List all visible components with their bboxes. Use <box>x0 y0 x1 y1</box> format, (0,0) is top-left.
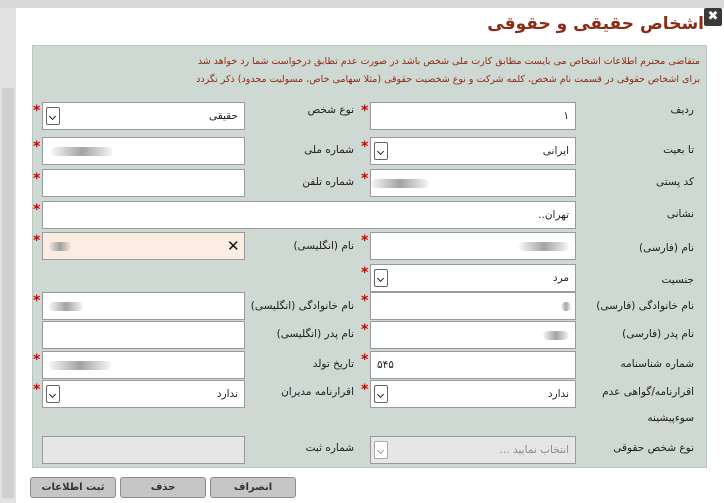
clear-icon[interactable]: ✕ <box>227 237 240 255</box>
person-type-label: نوع شخص <box>307 104 354 116</box>
no-bad-record-label: اقرارنامه/گواهی عدم <box>602 386 694 398</box>
birth-date-field[interactable] <box>42 351 245 379</box>
dialog-title: اشخاص حقیقی و حقوقی <box>487 14 704 34</box>
first-name-fa-label: نام (فارسی) <box>639 242 694 254</box>
required-mark: * <box>361 293 369 309</box>
national-code-field[interactable] <box>42 137 245 165</box>
person-dialog <box>16 8 724 503</box>
notice-line-1: متقاضی محترم اطلاعات اشخاص می بایست مطابق کارت ملی شخص باشد در صورت عدم تطابق درخواست شما رد خواهد شد <box>197 56 700 67</box>
redacted-text <box>51 147 113 156</box>
phone-field[interactable] <box>42 169 245 197</box>
legal-type-label: نوع شخص حقوقی <box>613 442 694 454</box>
managers-decl-value: ندارد <box>216 388 238 400</box>
page-scrollbar[interactable] <box>0 8 16 503</box>
form-panel <box>32 45 707 468</box>
registration-no-label: شماره ثبت <box>305 442 354 454</box>
required-mark: * <box>361 103 369 119</box>
gender-select[interactable] <box>370 264 576 292</box>
nationality-label: تا بعیت <box>663 144 694 156</box>
required-mark: * <box>361 265 369 281</box>
chevron-down-icon <box>374 441 388 459</box>
nationality-select[interactable] <box>370 137 576 165</box>
required-mark: * <box>361 322 369 338</box>
legal-type-select[interactable] <box>370 436 576 464</box>
first-name-en-label: نام (انگلیسی) <box>293 240 354 252</box>
required-mark: * <box>33 382 41 398</box>
redacted-text <box>543 331 569 340</box>
postal-code-field[interactable] <box>370 169 576 197</box>
chevron-down-icon <box>374 142 388 160</box>
required-mark: * <box>33 139 41 155</box>
redacted-text <box>371 179 429 188</box>
no-bad-record-select[interactable] <box>370 380 576 408</box>
person-type-select[interactable] <box>42 102 245 130</box>
radif-label: ردیف <box>670 104 694 116</box>
person-type-value: حقیقی <box>208 110 238 122</box>
required-mark: * <box>361 233 369 249</box>
required-mark: * <box>33 171 41 187</box>
redacted-text <box>49 302 83 311</box>
first-name-en-field[interactable] <box>42 232 245 260</box>
radif-field[interactable]: ۱ <box>370 102 576 130</box>
managers-decl-select[interactable] <box>42 380 245 408</box>
cancel-button[interactable]: انصراف <box>210 477 296 498</box>
required-mark: * <box>361 352 369 368</box>
legal-type-placeholder: انتخاب نمایید ... <box>499 444 569 456</box>
phone-label: شماره تلفن <box>302 176 354 188</box>
father-name-fa-label: نام پدر (فارسی) <box>622 328 694 340</box>
registration-no-field[interactable] <box>42 436 245 464</box>
required-mark: * <box>361 139 369 155</box>
birth-cert-label: شماره شناسنامه <box>620 358 694 370</box>
redacted-text <box>49 242 71 251</box>
last-name-en-label: نام خانوادگی (انگلیسی) <box>250 300 354 312</box>
required-mark: * <box>361 382 369 398</box>
last-name-en-field[interactable] <box>42 292 245 320</box>
birth-cert-field[interactable]: ۵۴۵ <box>370 351 576 379</box>
birth-date-label: تاریخ تولد <box>312 358 354 370</box>
chevron-down-icon <box>46 107 60 125</box>
father-name-en-label: نام پدر (انگلیسی) <box>276 328 354 340</box>
father-name-en-field[interactable] <box>42 321 245 349</box>
nationality-value: ایرانی <box>542 145 569 157</box>
last-name-fa-field[interactable] <box>370 292 576 320</box>
no-bad-record-value: ندارد <box>547 388 569 400</box>
required-mark: * <box>33 103 41 119</box>
submit-button[interactable]: ثبت اطلاعات <box>30 477 116 498</box>
first-name-fa-field[interactable] <box>370 232 576 260</box>
father-name-fa-field[interactable] <box>370 321 576 349</box>
national-code-label: شماره ملی <box>304 144 354 156</box>
address-field[interactable]: تهران.. <box>42 201 576 229</box>
required-mark: * <box>33 293 41 309</box>
chevron-down-icon <box>374 269 388 287</box>
notice-line-2: برای اشخاص حقوقی در قسمت نام شخص، کلمه شرکت و نوع شخصیت حقوقی (مثلا سهامی خاص، مسولیت محدود) ذکر نگردد <box>196 74 700 85</box>
redacted-text <box>561 302 571 311</box>
redacted-text <box>519 242 569 251</box>
no-bad-record-label-2: سوءپیشینه <box>647 412 694 424</box>
chevron-down-icon <box>374 385 388 403</box>
gender-label: جنسیت <box>661 274 694 286</box>
scrollbar-thumb[interactable] <box>2 88 14 498</box>
required-mark: * <box>361 171 369 187</box>
address-label: نشانی <box>666 208 694 220</box>
close-icon[interactable]: ✖ <box>704 8 722 26</box>
redacted-text <box>49 361 111 370</box>
required-mark: * <box>33 352 41 368</box>
postal-code-label: کد پستی <box>655 176 694 188</box>
window-top-strip <box>0 0 724 8</box>
last-name-fa-label: نام خانوادگی (فارسی) <box>596 300 694 312</box>
managers-decl-label: اقرارنامه مدیران <box>281 386 354 398</box>
gender-value: مرد <box>552 272 569 284</box>
required-mark: * <box>33 202 41 218</box>
required-mark: * <box>33 233 41 249</box>
delete-button[interactable]: حذف <box>120 477 206 498</box>
chevron-down-icon <box>46 385 60 403</box>
